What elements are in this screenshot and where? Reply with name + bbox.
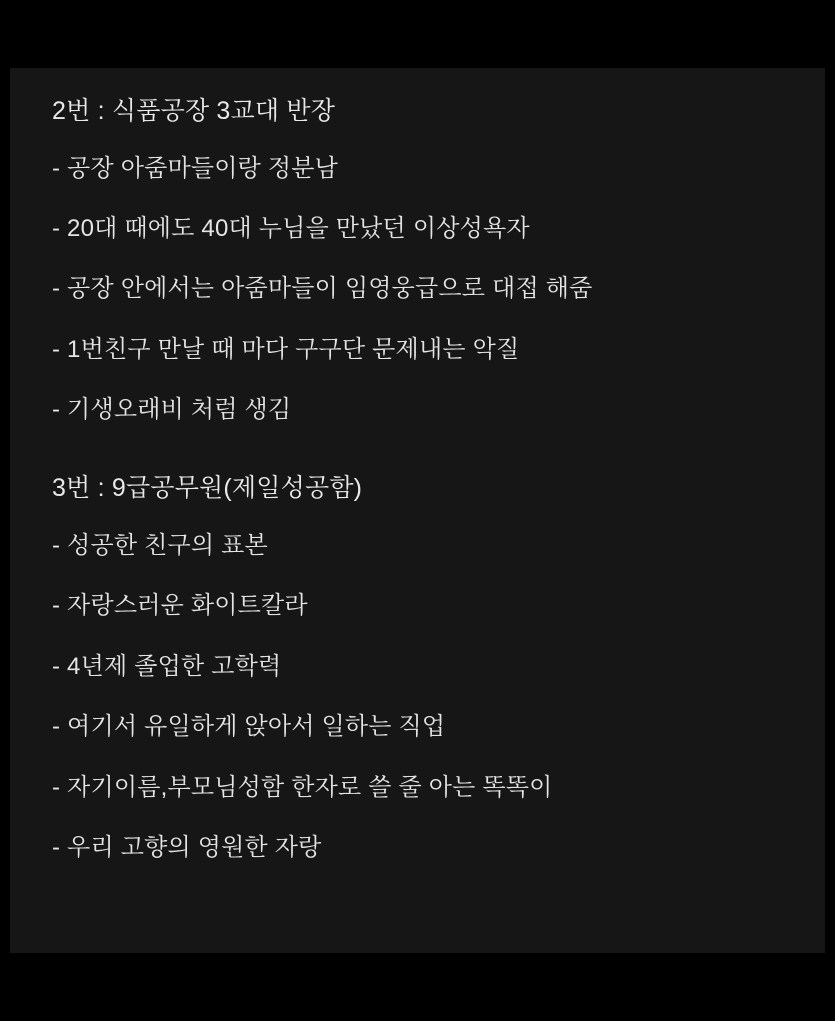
list-item: - 1번친구 만날 때 마다 구구단 문제내는 악질 bbox=[52, 335, 520, 363]
list-item: - 20대 때에도 40대 누님을 만났던 이상성욕자 bbox=[52, 214, 530, 242]
list-item: - 성공한 친구의 표본 bbox=[52, 531, 268, 559]
section-3-heading: 3번 : 9급공무원(제일성공함) bbox=[52, 474, 363, 503]
section-3 bbox=[40, 475, 805, 861]
list-item: - 여기서 유일하게 앉아서 일하는 직업 bbox=[52, 713, 446, 741]
text-content bbox=[40, 98, 805, 861]
list-item: - 우리 고향의 영원한 자랑 bbox=[52, 833, 322, 861]
list-item: - 기생오래비 처럼 생김 bbox=[52, 396, 292, 424]
list-item: - 4년제 졸업한 고학력 bbox=[52, 652, 282, 680]
list-item: - 자기이름,부모님성함 한자로 쓸 줄 아는 똑똑이 bbox=[52, 773, 553, 801]
list-item: - 자랑스러운 화이트칼라 bbox=[52, 592, 308, 620]
text-panel bbox=[10, 68, 825, 953]
list-item: - 공장 안에서는 아줌마들이 임영웅급으로 대접 해줌 bbox=[52, 275, 593, 303]
list-item: - 공장 아줌마들이랑 정분남 bbox=[52, 154, 339, 182]
section-2-heading: 2번 : 식품공장 3교대 반장 bbox=[52, 97, 336, 125]
section-2 bbox=[40, 98, 805, 423]
